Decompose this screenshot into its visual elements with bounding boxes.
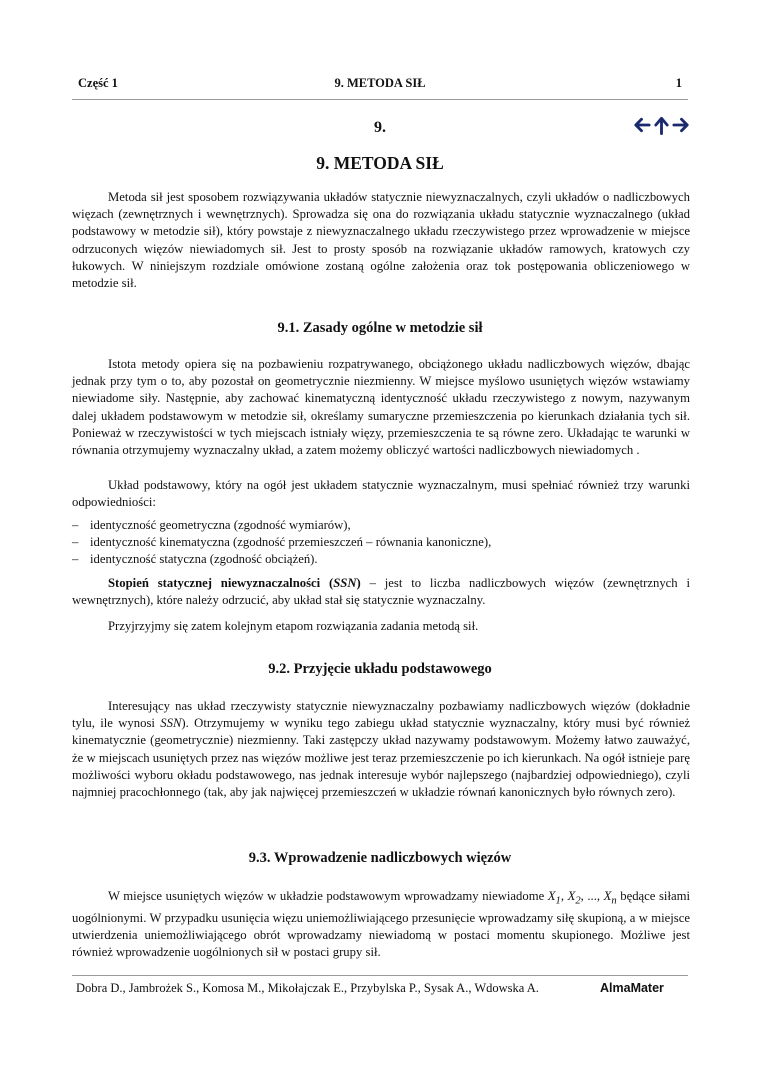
ssn-abbr: SSN xyxy=(333,576,357,590)
ssn-definition xyxy=(72,575,690,609)
section-9-3-paragraph: W miejsce usuniętych więzów w układzie podstawowym wprowadzamy niewiadome $X_1$, $X_2$, ..., $X_n$ będące siłami uogólnionymi. W przypadku usunięcia więzu uniemożliwiającego przesunięcie wprowadzamy siłę skupioną, a w miejsce utwierdzenia uniemożliwiającego obrót wprowadzamy niewiadomą w postaci momentu skupionego. Możliwe jest również wprowadzenie uogólnionych sił w postaci grupy sił. xyxy=(72,889,691,960)
up-arrow-icon[interactable] xyxy=(652,114,671,136)
header-chapter: 9. METODA SIŁ xyxy=(334,76,426,90)
chapter-title: 9. METODA SIŁ xyxy=(316,153,444,173)
ssn-term: Stopień statycznej niewyznaczalności (SSN) xyxy=(108,576,361,590)
ssn-definition-text: – jest to liczba nadliczbowych więzów (zewnętrznych i wewnętrznych), które należy odrzucić, aby układ stał się statycznie wyznaczalny. xyxy=(72,576,690,608)
section-9-1-paragraph-1: Istota metody opiera się na pozbawieniu rozpatrywanego, obciążonego układu nadliczbowych więzów, dbając jednak przy tym o to, aby pozostał on geometrycznie niezmienny. W miejsce myślowo usuniętych więzów wstawiamy niewiadome siły. Następnie, aby zachować kinematyczną identyczność układu rzeczywistego z nowym, nazywanym dalej układem podstawowym w metodzie sił, określamy sumaryczne przemieszczenia po kierunkach działania tych sił. Ponieważ w rzeczywistości w tych miejscach istniały więzy, przemieszczenia te są równe zero. Układając te warunki w równania otrzymujemy wyznaczalny układ, a zatem możemy obliczyć wartości nadliczbowych niewiadomych . xyxy=(72,357,690,458)
section-heading-9-3: 9.3. Wprowadzenie nadliczbowych więzów xyxy=(248,850,512,866)
ssn-abbr: SSN xyxy=(160,716,182,731)
navigation-arrows xyxy=(632,114,692,138)
left-arrow-icon[interactable] xyxy=(632,114,651,136)
footer-brand: AlmaMater xyxy=(600,981,664,995)
section-heading-9-1: 9.1. Zasady ogólne w metodzie sił xyxy=(277,320,483,336)
section-9-1-paragraph-4: Przyjrzyjmy się zatem kolejnym etapom rozwiązania zadania metodą sił. xyxy=(108,619,479,633)
footer-authors: Dobra D., Jambrożek S., Komosa M., Mikołajczak E., Przybylska P., Sysak A., Wdowska A. xyxy=(76,981,539,995)
header-part: Część 1 xyxy=(78,76,118,90)
section-heading-9-2: 9.2. Przyjęcie układu podstawowego xyxy=(268,661,492,677)
list-item: – identyczność statyczna (zgodność obciążeń). xyxy=(72,551,690,568)
header-divider xyxy=(72,99,688,100)
section-9-1-paragraph-2: Układ podstawowy, który na ogół jest układem statycznie wyznaczalnym, musi spełniać również trzy warunki odpowiedniości: xyxy=(72,478,690,510)
list-item: – identyczność geometryczna (zgodność wymiarów), xyxy=(72,517,690,534)
right-arrow-icon[interactable] xyxy=(672,114,691,136)
footer-divider xyxy=(72,975,688,976)
page-header xyxy=(72,76,688,94)
intro-paragraph: Metoda sił jest sposobem rozwiązywania układów statycznie niewyznaczalnych, czyli układów o nadliczbowych więzach (zewnętrznych i wewnętrznych). Sprowadza się ona do rozwiązania układu statycznie wyznaczalnego (układ podstawowy w metodzie sił), który powstaje z niewyznaczalnego układu rzeczywistego przez wprowadzenie w miejsce odrzuconych więzów niewiadomych sił. Jest to prosty sposób na rozwiązanie układów ramowych, kratowych czy łukowych. W niniejszym rozdziale omówione zostaną ogólne założenia oraz tok postępowania obliczeniowego w metodzie sił. xyxy=(72,190,690,291)
conditions-list xyxy=(72,517,690,569)
header-page-number: 1 xyxy=(675,76,682,90)
list-item: – identyczność kinematyczna (zgodność przemieszczeń – równania kanoniczne), xyxy=(72,534,690,551)
section-9-2-paragraph: Interesujący nas układ rzeczywisty statycznie niewyznaczalny pozbawiamy nadliczbowych więzów (dokładnie tylu, ile wynosi SSN). Otrzymujemy w wyniku tego zabiegu układ statycznie wyznaczalny, który musi być również kinematycznie (geometrycznie) niezmienny. Taki zastępczy układ nazywamy podstawowym. Możemy łatwo zauważyć, że w miejscach usuniętych przez nas więzów możliwe jest teraz przemieszczenie po ich kierunkach. Na ogół istnieje parę możliwości wyboru okładu podstawowego, nas jednak interesuje wybór najlepszego (najbardziej odpowiedniego), czyli najmniej pracochłonnego (tak, aby jak najwięcej przemieszczeń w układzie równań kanonicznych było równych zero). xyxy=(72,699,690,800)
chapter-number: 9. xyxy=(374,119,386,136)
